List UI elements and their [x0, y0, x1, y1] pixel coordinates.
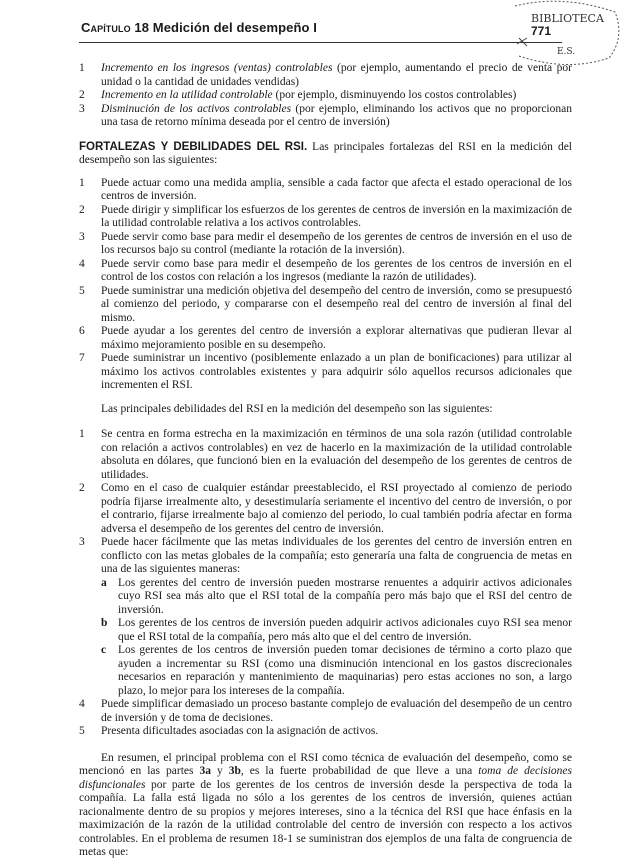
- item-lead: Incremento en la utilidad controlable: [101, 89, 273, 101]
- item-text: Puede suministrar un incentivo (posiblemente enlazado a un plan de bonificaciones) para utilizar al máximo los activos controlables existentes y para adquirir sólo aquellos recursos adicionales que incrementen el RSI.: [101, 352, 572, 391]
- list-item: [79, 177, 572, 204]
- list-item: [79, 725, 572, 739]
- list-item: [79, 698, 572, 725]
- list-item: [79, 428, 572, 482]
- list-item: [79, 231, 572, 258]
- list-item: [79, 352, 572, 393]
- item-text: Como en el caso de cualquier estándar preestablecido, el RSI proyectado al comienzo de periodo podría fijarse irrealmente alto, y desestimularía seriamente el incentivo del centro de inversión, o por el contrario, fijarse irrealmente bajo al comienzo del periodo, lo cual también podría afectar en forma adversa el desempeño de los gerentes del centro de inversión.: [101, 482, 572, 535]
- sub-item: [101, 644, 572, 698]
- item-number: 1: [79, 428, 85, 440]
- item-number: 5: [79, 725, 85, 737]
- summary-text: En resumen, el principal problema con el RSI como técnica de evaluación del desempeño, como se mencionó en las partes: [79, 751, 572, 777]
- item-text: Puede simplificar demasiado un proceso bastante complejo de evaluación del desempeño de un centro de inversión y de toma de decisiones.: [101, 698, 572, 724]
- sub-text: Los gerentes de los centros de inversión pueden tomar decisiones de término a corto plazo que ayuden a incrementar su RSI (como una disminución intencional en los gastos discrecionales necesarios en reparación y mantenimiento de maquinarias) pero estas acciones no son, a largo plazo, lo mejor para los intereses de la compañía.: [118, 644, 572, 697]
- item-text: Puede dirigir y simplificar los esfuerzos de los gerentes de centros de inversión en la maximización de la utilidad controlable relativa a los activos controlables.: [101, 203, 572, 229]
- increase-list: [79, 62, 572, 130]
- summary-paragraph: [79, 752, 572, 860]
- stamp-line2: E.S.: [557, 47, 576, 57]
- list-item: [79, 285, 572, 326]
- list-item: [79, 62, 572, 89]
- list-item: [79, 258, 572, 285]
- list-item: [79, 536, 572, 577]
- item-number: 4: [79, 257, 85, 270]
- item-lead: Disminución de los activos controlables: [101, 102, 292, 115]
- sub-letter: a: [101, 576, 107, 589]
- chapter-number: 18: [134, 20, 150, 35]
- list-item: [79, 325, 572, 352]
- item-text: (por ejemplo, aumentando el precio de venta por unidad o la cantidad de unidades vendidas): [101, 62, 573, 88]
- sub-letter: c: [101, 644, 107, 656]
- running-header: [81, 20, 317, 35]
- stamp-line1: BIBLIOTECA: [531, 12, 604, 25]
- section-intro-text: Las principales fortalezas del RSI en la medición del desempeño son las siguientes:: [79, 140, 572, 166]
- section-intro: [79, 141, 572, 168]
- item-text: Presenta dificultades asociadas con la asignación de activos.: [101, 725, 379, 737]
- item-number: 3: [79, 102, 85, 115]
- item-text: Puede servir como base para medir el desempeño de los gerentes de centros de inversión en el uso de los recursos bajo su control (mediante la rotación de la inversión).: [101, 230, 572, 256]
- item-number: 3: [79, 230, 85, 243]
- sub-item: [101, 577, 572, 618]
- item-lead: Incremento en los ingresos (ventas) controlables: [101, 62, 333, 74]
- item-number: 2: [79, 89, 85, 101]
- item-number: 6: [79, 325, 85, 337]
- item-number: 7: [79, 352, 85, 364]
- item-text: (por ejemplo, eliminando los activos que no proporcionan una tasa de retorno mínima deseada por el centro de inversión): [101, 102, 572, 128]
- summary-text: por parte de los gerentes de los centros de inversión desde la perspectiva de toda la compañía. La falla está ligada no sólo a los gerentes de los centros de inversión, quienes actúan racionalmente dentro de su propios y mejores intereses, sino a la técnica del RSI que hace énfasis en la maximización de la razón de la utilidad controlable del centro de inversión con respecto a los activos controlables. En el problema de resumen 18-1 se suministran dos ejemplos de una falta de congruencia de metas que:: [79, 778, 572, 858]
- item-text: Puede ayudar a los gerentes del centro de inversión a explorar alternativas que pudieran llevar al máximo mejoramiento posible en su desempeño.: [101, 325, 572, 351]
- sub-list: [79, 577, 572, 699]
- library-stamp: [497, 0, 627, 68]
- item-text: Se centra en forma estrecha en la maximización en términos de una sola razón (utilidad controlable con relación a activos controlables) en vez de hacerlo en la maximización de la utilidad controlable absoluta en dólares, que funcionó bien en la evaluación del desempeño de los gerentes de centros de utilidades.: [101, 428, 572, 481]
- list-item: [79, 103, 572, 130]
- summary-ref: 3b: [228, 765, 241, 777]
- header-rule: [79, 42, 562, 43]
- item-number: 2: [79, 482, 85, 494]
- chapter-title: Medición del desempeño I: [152, 20, 318, 35]
- list-item: [79, 482, 572, 536]
- item-number: 3: [79, 536, 85, 548]
- item-text: Puede hacer fácilmente que las metas individuales de los gerentes del centro de inversión entren en conflicto con las metas globales de la compañía; esto generaría una falta de congruencia de metas en una de las siguientes maneras:: [101, 536, 572, 575]
- item-number: 2: [79, 203, 85, 216]
- sub-text: Los gerentes del centro de inversión pueden mostrarse renuentes a adquirir activos adicionales cuyo RSI sea más alto que el RSI total de la compañía pero más bajo que el RSI del centro de inversión.: [118, 576, 572, 616]
- item-number: 5: [79, 284, 85, 297]
- summary-ref: 3a: [199, 765, 211, 777]
- sub-item: [101, 617, 572, 644]
- sub-letter: b: [101, 617, 108, 629]
- item-number: 1: [79, 176, 85, 189]
- summary-emphasis: toma de decisiones disfuncionales: [79, 765, 573, 791]
- item-text: Puede suministrar una medición objetiva del desempeño del centro de inversión, como se presupuestó al comienzo del periodo, y compararse con el desempeño real del centro de inversión al final del mismo.: [101, 284, 572, 324]
- item-text: (por ejemplo, disminuyendo los costos controlables): [272, 89, 517, 101]
- list-item: [79, 204, 572, 231]
- summary-text: y: [210, 765, 229, 777]
- sub-text: Los gerentes de los centros de inversión pueden adquirir activos adicionales cuyo RSI sea menor que el RSI total de la compañía, pero más alto que el del centro de inversión.: [118, 617, 572, 643]
- weaknesses-intro: Las principales debilidades del RSI en la medición del desempeño son las siguientes:: [101, 402, 493, 415]
- item-number: 4: [79, 698, 85, 710]
- weaknesses-list: [79, 428, 572, 739]
- item-number: 1: [79, 62, 85, 74]
- page-number: 771: [531, 24, 552, 38]
- section-title: FORTALEZAS Y DEBILIDADES DEL RSI.: [79, 140, 308, 153]
- item-text: Puede servir como base para medir el desempeño de los gerentes de los centros de inversión en el control de los costos con relación a los ingresos (mediante la razón de utilidades).: [101, 257, 572, 283]
- item-text: Puede actuar como una medida amplia, sensible a cada factor que afecta el estado operacional de los centros de inversión.: [101, 176, 572, 202]
- list-item: [79, 89, 572, 103]
- chapter-label: Capítulo: [81, 20, 131, 35]
- strengths-list: [79, 177, 572, 393]
- body-text: [79, 62, 572, 860]
- summary-text: , es la fuerte probabilidad de que lleve a una: [240, 765, 479, 777]
